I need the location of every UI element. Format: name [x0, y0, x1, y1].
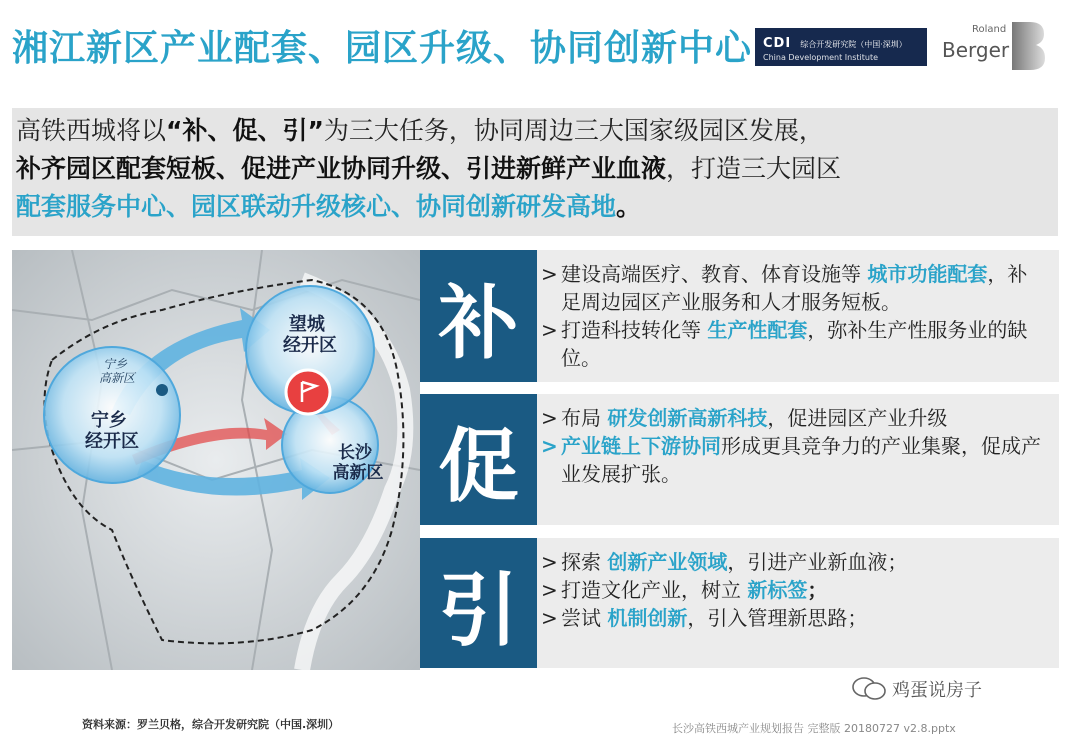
bullet-highlight: 新标签 [747, 578, 808, 602]
page-title: 湘江新区产业配套、园区升级、协同创新中心 [12, 28, 753, 69]
rb-b-mark-icon [1010, 20, 1046, 72]
bullet-text: ，引入管理新思路； [687, 606, 868, 630]
intro-text: ，打造三大园区 [666, 154, 842, 183]
intro-bold: “补、促、引” [166, 116, 324, 145]
bullet-arrow-icon: > [541, 550, 558, 574]
task-char-bu: 补 [420, 250, 537, 382]
bullet-highlight: 城市功能配套 [867, 262, 988, 286]
bullet-text: ，补足周边园区产业服务和人才服务短板。 [561, 262, 1028, 314]
rb-logo-line2: Berger [942, 38, 1010, 62]
bullet-highlight: 创新产业领域 [607, 550, 728, 574]
intro-bold: 补齐园区配套短板、促进产业协同升级、引进新鲜产业血液 [16, 154, 667, 183]
task-bullet [539, 548, 1047, 576]
intro-bold: 。 [616, 192, 642, 221]
source-note: 资料来源：罗兰贝格，综合开发研究院（中国.深圳） [82, 718, 340, 731]
cdi-logo-en: China Development Institute [763, 53, 879, 62]
task-panel-cu [537, 394, 1059, 525]
bullet-highlight: 生产性配套 [707, 318, 808, 342]
label-changsha: 长沙 高新区 [332, 443, 384, 483]
task-bullet [539, 576, 1047, 604]
task-bullet [539, 432, 1047, 488]
bullet-arrow-icon: > [541, 606, 558, 630]
bullet-arrow-icon: > [541, 406, 558, 430]
bullet-arrow-icon: > [541, 434, 558, 458]
task-bullet [539, 316, 1047, 372]
bullet-arrow-icon: > [541, 318, 558, 342]
bullet-text: 打造科技转化等 [561, 318, 708, 342]
task-bullet [539, 260, 1047, 316]
bullet-arrow-icon: > [541, 578, 558, 602]
intro-line-1 [16, 112, 1058, 150]
location-dot-icon [156, 384, 168, 396]
watermark-text: 鸡蛋说房子 [892, 680, 982, 701]
bullet-text: ，弥补生产性服务业的缺位。 [561, 318, 1028, 370]
task-bullet [539, 404, 1047, 432]
bullet-text: 建设高端医疗、教育、体育设施等 [561, 262, 868, 286]
intro-text: 高铁西城将以 [16, 116, 167, 145]
bullet-text: ，引进产业新血液； [727, 550, 908, 574]
task-bullet [539, 604, 1047, 632]
cdi-logo-cn: 综合开发研究院（中国·深圳） [800, 40, 907, 49]
bullet-text: 打造文化产业，树立 [561, 578, 748, 602]
bullet-highlight: 机制创新 [607, 606, 688, 630]
bullet-text: 形成更具竞争力的产业集聚，促成产业发展扩张。 [561, 434, 1041, 486]
file-name: 长沙高铁西城产业规划报告 完整版 20180727 v2.8.pptx [672, 722, 956, 735]
roland-berger-logo [938, 20, 1048, 74]
bullet-text: 尝试 [561, 606, 608, 630]
task-panel-bu [537, 250, 1059, 382]
wechat-icon [852, 677, 886, 701]
label-wangcheng: 望城 经开区 [283, 314, 337, 356]
bullet-text: 探索 [561, 550, 608, 574]
task-char-cu: 促 [420, 394, 537, 525]
bullet-text: ； [807, 578, 828, 602]
label-ningxiang-jingkai: 宁乡 经开区 [85, 410, 139, 452]
flag-marker-icon [286, 370, 330, 414]
label-ningxiang-gaoxin: 宁乡 高新区 [98, 357, 136, 385]
map-image [12, 250, 420, 670]
cdi-logo [755, 28, 927, 66]
bullet-text: 布局 [561, 406, 608, 430]
map-graphic [12, 250, 420, 670]
task-char-yin: 引 [420, 538, 537, 668]
bullet-highlight: 产业链上下游协同 [561, 434, 721, 458]
intro-text: 为三大任务，协同周边三大国家级园区发展， [323, 116, 824, 145]
rb-logo-line1: Roland [972, 24, 1007, 35]
intro-box [12, 108, 1058, 236]
intro-line-2 [16, 150, 1058, 188]
bullet-arrow-icon: > [541, 262, 558, 286]
cdi-logo-main: CDI [763, 36, 792, 51]
bullet-text: ，促进园区产业升级 [767, 406, 948, 430]
watermark [852, 676, 982, 702]
bullet-highlight: 研发创新高新科技 [607, 406, 768, 430]
intro-line-3 [16, 188, 1058, 226]
intro-highlight: 配套服务中心、园区联动升级核心、协同创新研发高地 [16, 192, 617, 221]
task-panel-yin [537, 538, 1059, 668]
